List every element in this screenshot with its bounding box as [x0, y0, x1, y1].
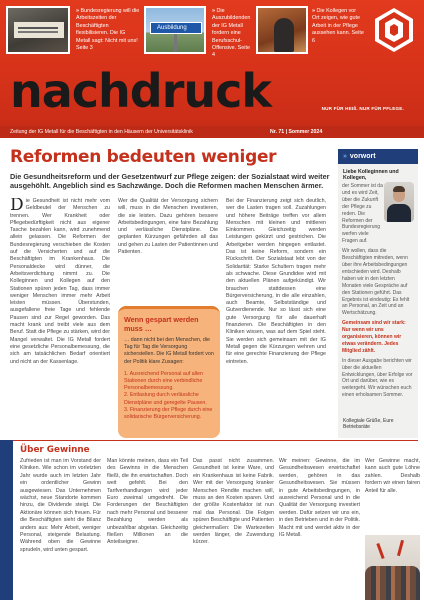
info-box-body: … dann nicht bei den Menschen, die Tag für Tag die Versorgung sicherstellen. Die IG Metall fordert von der Politik klare Zusagen:: [124, 337, 214, 365]
arrow-icon: »: [312, 8, 317, 14]
teaser-photo-building[interactable]: [6, 6, 70, 54]
bottom-column-5: Wer Gewinne macht, kann auch gute Löhne zahlen. Deshalb fordern wir einen fairen Anteil für alle.: [365, 458, 420, 494]
vorwort-sidebar: [338, 149, 418, 438]
info-box-title: Wenn gespart werden muss …: [124, 315, 199, 333]
vorwort-greeting: Liebe Kolleginnen und Kollegen,: [343, 169, 399, 181]
arrow-icon: »: [76, 8, 81, 14]
ig-metall-logo: [372, 6, 416, 54]
teaser-photo-sign[interactable]: [144, 6, 206, 54]
teaser-text-1[interactable]: » Bundesregierung will die Arbeitszeiten der Beschäftigten flexibilisieren. Die IG Metall sagt: Nicht mit uns! Seite 3: [76, 8, 140, 52]
section-title: Über Gewinne: [20, 445, 90, 455]
bottom-column-4: Wir meinen: Gewinne, die im Gesundheitswesen erwirtschaftet werden, gehören in das Gesundheitswesen. Sie müssen in gute Arbeitsbedingungen, in ausreichend Personal und in die Qualität der Versorgung investiert werden. Dafür setzen wir uns ein, in den Betrieben und in der Politik. Macht mit und werdet aktiv in der IG Metall.: [279, 458, 360, 539]
teaser-text-2[interactable]: » Die Auszubildenden der IG Metall fordern eine Berufsschul-Offensive. Seite 4: [212, 8, 251, 59]
bottom-column-3: Das passt nicht zusammen. Gesundheit ist keine Ware, und ein Krankenhaus ist keine Fabrik. Wer mit der Versorgung kranker Menschen Rendite machen will, muss an den Kosten sparen. Und der größte Kostenfaktor ist nun mal das Personal. Die Folgen spüren Beschäftigte und Patienten gleichermaßen: Die Wartezeiten werden länger, die Zuwendung kürzer.: [193, 458, 274, 546]
vorwort-highlight: Gemeinsam sind wir stark: Nur wenn wir uns organisieren, können wir etwas verändern. Jedes Mitglied zählt.: [342, 320, 406, 354]
article-lead: Die Gesundheitsreform und der Gesetzentwurf zur Pflege zeigen: der Sozialstaat wird weiter ausgehöhlt. Angeblich sind es Sachzwänge. Doch die Reformen machen Menschen ärmer.: [10, 172, 330, 191]
list-item: 3. Finanzierung der Pflege durch eine solidarische Bürgerversicherung.: [124, 406, 213, 421]
teaser-photo-person[interactable]: [256, 6, 308, 54]
info-box: [118, 306, 220, 438]
vorwort-signature: Kollegiale Grüße, Eure Betriebsräte: [343, 418, 394, 430]
demonstration-photo: [365, 535, 420, 600]
side-tab: [0, 440, 13, 600]
street-sign-text: Ausbildung: [157, 25, 187, 31]
arrow-icon: »: [212, 8, 217, 14]
info-box-list: [124, 371, 214, 421]
issue-number: Nr. 71 | Sommer 2024: [270, 129, 323, 135]
subline-text: Zeitung der IG Metall für die Beschäftigten in den Häusern der Universitätsklinik: [10, 129, 193, 135]
teaser-text-3[interactable]: » Die Kollegen vor Ort zeigen, wie gute Arbeit in der Pflege aussehen kann. Seite 6: [312, 8, 364, 44]
list-item: 2. Entlastung durch verlässliche Dienstpläne und geregelte Pausen.: [124, 392, 207, 406]
drop-cap: D: [10, 198, 24, 215]
masthead-slogan: NUR FÜR HEIß. NUR FÜR PFLEGE.: [321, 106, 404, 111]
article-column-1: Die Gesundheit ist nicht mehr vom Geldbeutel der Menschen zu trennen. Wer Krankheit oder Pflegebedürftigkeit nicht aus eigener Tasche bezahlen kann, wird zunehmend allein gelassen. Die Reformen der Bundesregierung verschieben die Kosten auf die Versicherten und auf die Beschäftigten im Krankenhaus. Die Personaldecke wird dünner, die Arbeitsverdichtung nimmt zu. Die Kolleginnen und Kollegen auf den Stationen spüren jeden Tag, dass immer weniger Menschen immer mehr Arbeit leisten müssen. Überstunden, ausgefallene freie Tage und fehlende Pausen sind zur Regel geworden. Das macht krank und treibt viele aus dem Beruf. Statt die Pflege zu stärken, wird der Mangel verwaltet. Die IG Metall fordert eine gesetzliche Personalbemessung, die sich am tatsächlichen Bedarf orientiert und nicht an der Kassenlage.: [10, 198, 110, 365]
bottom-column-2: Man könnte meinen, dass ein Teil des Gewinns in die Menschen fließt, die ihn erwirtschaften. Doch weit gefehlt. Bei den Tarifverhandlungen wird jeder Euro zweimal umgedreht. Die Forderungen der Beschäftigten nach mehr Personal und besserer Bezahlung werden als unbezahlbar abgetan. Gleichzeitig fließen Millionen an die Anteilseigner.: [107, 458, 188, 546]
subline-bar: [0, 126, 424, 138]
masthead-title: nachdruck: [10, 64, 272, 118]
chevron-right-icon: »: [343, 153, 347, 160]
article-column-2: Wer die Qualität der Versorgung sichern will, muss in die Menschen investieren, die sie leisten. Dazu gehören bessere Arbeitsbedingungen, eine faire Bezahlung und verlässliche Dienstpläne. Die geplanten Kürzungen gefährden all das und gehen zu Lasten der Patientinnen und Patienten.: [118, 198, 218, 256]
masthead-header: [0, 0, 424, 138]
bottom-column-1: Zufrieden ist man im Vorstand der Kliniken. Wie schon im vorletzten Jahr wurde auch im letzten Jahr ein ordentlicher Gewinn ausgewiesen. Das Unternehmen wächst, neue Standorte kommen hinzu, die Dividende steigt. Die Aktionäre können sich freuen. Für die Beschäftigten sieht die Bilanz anders aus: Mehr Arbeit, weniger Personal, steigende Belastung. Während oben die Gewinne sprudeln, wird unten gespart.: [20, 458, 101, 553]
article-column-3: Bei der Finanzierung zeigt sich deutlich, wer die Lasten tragen soll. Zuzahlungen und höhere Beiträge treffen vor allem Menschen mit kleinen und mittleren Einkommen. Gleichzeitig werden Leistungen gekürzt und gestrichen. Die Arbeitgeber werden hingegen entlastet. Das ist keine Reform, sondern ein Rückschritt. Der Sozialstaat lebt von der Solidarität: Starke Schultern tragen mehr als schwache. Diese Grundidee wird mit den aktuellen Plänen aufgekündigt. Wir brauchen stattdessen eine Bürgerversicherung, in die alle einzahlen, auch Beamte, Selbstständige und Gutverdienende. Nur so lässt sich eine gute Versorgung für alle dauerhaft finanzieren. Die Beschäftigten in den Kliniken wissen, was auf dem Spiel steht. Sie werden sich gemeinsam mit der IG Metall gegen die Kürzungen wehren und für eine gerechte Finanzierung der Pflege eintreten.: [226, 198, 326, 365]
vorwort-text: der Sommer ist da und es wird Zeit, über die Zukunft der Pflege zu reden. Die Reformen der Bundesregierung werfen viele Fragen auf. Wir wollen, dass die Beschäftigten mitreden, wenn über ihre Arbeitsbedingungen entschieden wird. Deshalb haben wir in den letzten Monaten viele Gespräche auf den Stationen geführt. Das Ergebnis ist eindeutig: Es fehlt an Personal, an Zeit und an Wertschätzung. Gemeinsam sind wir stark: Nur wenn wir uns organisieren, können wir etwas verändern. Jedes Mitglied zählt. In dieser Ausgabe berichten wir über die aktuellen Entwicklungen, über Erfolge vor Ort und darüber, wie es weitergeht. Wir wünschen euch einen erholsamen Sommer.: [342, 183, 413, 399]
author-portrait: [384, 182, 414, 222]
section-divider: [10, 440, 418, 441]
article-headline: Reformen bedeuten weniger: [10, 147, 277, 167]
list-item: 1. Ausreichend Personal auf allen Stationen durch eine verbindliche Personalbemessung.: [124, 370, 203, 392]
vorwort-heading: » vorwort: [338, 149, 418, 164]
